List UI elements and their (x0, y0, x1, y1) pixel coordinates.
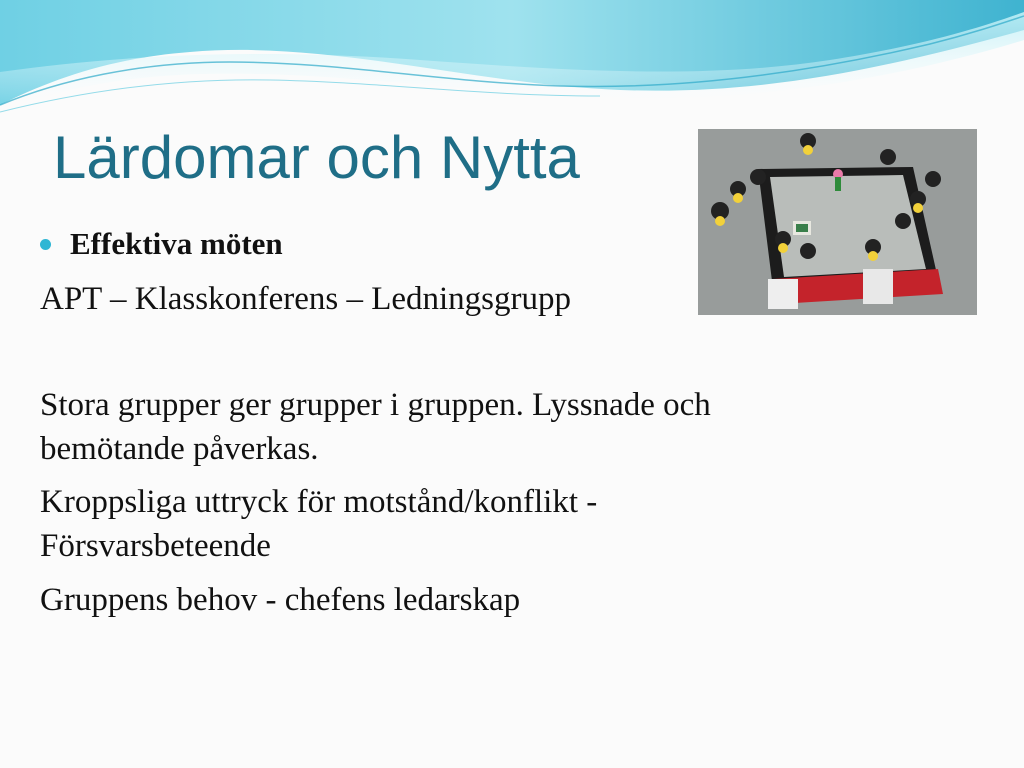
bullet-dot-icon (40, 239, 51, 250)
body-line-meetings: APT – Klasskonferens – Ledningsgrupp (40, 281, 571, 317)
body-line-group-needs: Gruppens behov - chefens ledarskap (40, 582, 521, 618)
bullet-item (40, 228, 283, 259)
body-line-large-groups: Stora grupper ger grupper i gruppen. Lyssnade och (40, 387, 711, 423)
header-wave-decoration (0, 0, 1024, 120)
lego-meeting-photo (698, 129, 977, 315)
body-line-large-groups-cont: bemötande påverkas. (40, 431, 319, 467)
bullet-heading: Effektiva möten (70, 226, 283, 261)
body-line-body-language: Kroppsliga uttryck för motstånd/konflikt - (40, 484, 598, 520)
slide-title: Lärdomar och Nytta (53, 124, 580, 191)
body-line-body-language-cont: Försvarsbeteende (40, 528, 271, 564)
